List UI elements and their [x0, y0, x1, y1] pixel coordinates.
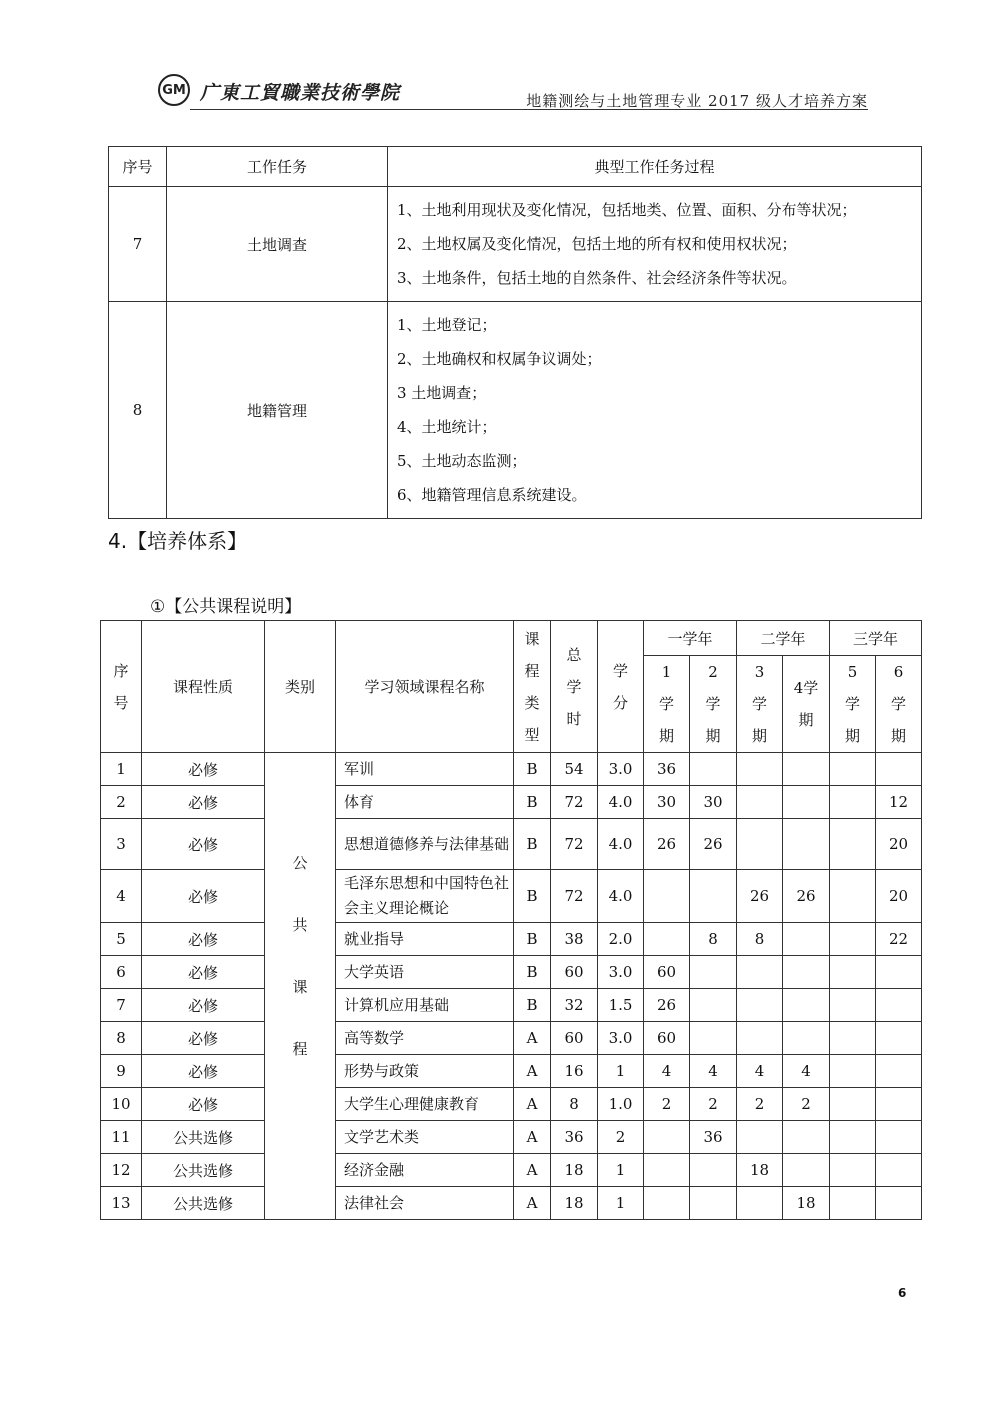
semester-6-hours — [876, 1121, 922, 1154]
semester-2-hours — [690, 989, 737, 1022]
course-no: 12 — [101, 1154, 142, 1187]
course-nature: 必修 — [142, 870, 265, 923]
header-course-name: 学习领域课程名称 — [336, 621, 514, 753]
semester-5-hours — [830, 956, 876, 989]
semester-2-hours: 30 — [690, 786, 737, 819]
semester-2-hours — [690, 1154, 737, 1187]
semester-5-hours — [830, 870, 876, 923]
semester-5-hours — [830, 786, 876, 819]
semester-4-hours — [783, 1121, 830, 1154]
course-credits: 2.0 — [598, 923, 644, 956]
process-step: 6、地籍管理信息系统建设。 — [397, 486, 587, 504]
header-no: 序号 — [109, 147, 167, 187]
semester-5-hours — [830, 753, 876, 786]
course-no: 8 — [101, 1022, 142, 1055]
sub-section-title: ①【公共课程说明】 — [150, 597, 302, 617]
course-nature: 必修 — [142, 753, 265, 786]
semester-1-hours: 26 — [644, 819, 690, 870]
semester-1-hours — [644, 1154, 690, 1187]
semester-1-hours: 2 — [644, 1088, 690, 1121]
page-header — [150, 68, 868, 112]
semester-2-hours: 26 — [690, 819, 737, 870]
header-course-no: 序号 — [101, 621, 142, 753]
semester-3-hours: 18 — [737, 1154, 783, 1187]
course-hours: 38 — [551, 923, 598, 956]
semester-6-hours — [876, 1187, 922, 1220]
semester-5-hours — [830, 1187, 876, 1220]
course-hours: 16 — [551, 1055, 598, 1088]
semester-1-hours: 36 — [644, 753, 690, 786]
semester-5-hours — [830, 923, 876, 956]
header-semester-2: 2学期 — [690, 656, 737, 753]
public-course-table — [100, 620, 922, 1220]
header-semester-6: 6学期 — [876, 656, 922, 753]
semester-2-hours: 2 — [690, 1088, 737, 1121]
course-credits: 4.0 — [598, 819, 644, 870]
course-no: 4 — [101, 870, 142, 923]
process-step: 3 土地调查； — [397, 384, 487, 402]
course-name: 计算机应用基础 — [336, 989, 514, 1022]
course-name: 大学英语 — [336, 956, 514, 989]
course-row — [101, 1088, 922, 1121]
process-step: 5、土地动态监测； — [397, 452, 527, 470]
header-course-type: 课程类型 — [514, 621, 551, 753]
course-credits: 3.0 — [598, 753, 644, 786]
semester-5-hours — [830, 1022, 876, 1055]
semester-2-hours — [690, 1187, 737, 1220]
course-credits: 1 — [598, 1154, 644, 1187]
semester-3-hours — [737, 819, 783, 870]
semester-6-hours — [876, 1088, 922, 1121]
semester-4-hours: 18 — [783, 1187, 830, 1220]
header-year-1: 一学年 — [644, 621, 737, 656]
course-name: 高等数学 — [336, 1022, 514, 1055]
semester-5-hours — [830, 989, 876, 1022]
course-row — [101, 1121, 922, 1154]
semester-3-hours — [737, 956, 783, 989]
semester-1-hours: 30 — [644, 786, 690, 819]
semester-6-hours: 20 — [876, 870, 922, 923]
course-nature: 公共选修 — [142, 1121, 265, 1154]
course-type: B — [514, 923, 551, 956]
process-step: 3、土地条件，包括土地的自然条件、社会经济条件等状况。 — [397, 269, 797, 287]
semester-2-hours: 36 — [690, 1121, 737, 1154]
semester-4-hours — [783, 1154, 830, 1187]
course-category: 公共课程 — [265, 753, 336, 1220]
course-nature: 必修 — [142, 989, 265, 1022]
course-nature: 必修 — [142, 923, 265, 956]
course-name: 形势与政策 — [336, 1055, 514, 1088]
semester-4-hours — [783, 786, 830, 819]
course-hours: 18 — [551, 1187, 598, 1220]
semester-1-hours — [644, 923, 690, 956]
semester-4-hours: 2 — [783, 1088, 830, 1121]
course-hours: 36 — [551, 1121, 598, 1154]
semester-3-hours — [737, 786, 783, 819]
course-row — [101, 989, 922, 1022]
course-no: 9 — [101, 1055, 142, 1088]
semester-5-hours — [830, 1154, 876, 1187]
semester-5-hours — [830, 1121, 876, 1154]
course-name: 军训 — [336, 753, 514, 786]
semester-3-hours: 4 — [737, 1055, 783, 1088]
semester-3-hours — [737, 1022, 783, 1055]
course-credits: 1 — [598, 1055, 644, 1088]
semester-5-hours — [830, 1055, 876, 1088]
course-row — [101, 956, 922, 989]
semester-4-hours — [783, 956, 830, 989]
semester-1-hours — [644, 870, 690, 923]
course-header-row-1 — [101, 621, 922, 656]
course-hours: 54 — [551, 753, 598, 786]
course-row — [101, 1187, 922, 1220]
course-row — [101, 1022, 922, 1055]
course-nature: 必修 — [142, 1022, 265, 1055]
course-credits: 4.0 — [598, 870, 644, 923]
semester-6-hours — [876, 1055, 922, 1088]
header-credits: 学分 — [598, 621, 644, 753]
header-year-3: 三学年 — [830, 621, 922, 656]
course-type: B — [514, 786, 551, 819]
semester-4-hours: 4 — [783, 1055, 830, 1088]
task-name: 地籍管理 — [167, 302, 388, 519]
course-type: A — [514, 1187, 551, 1220]
course-nature: 公共选修 — [142, 1187, 265, 1220]
semester-6-hours — [876, 989, 922, 1022]
school-name: 广東工貿職業技術學院 — [200, 82, 401, 104]
course-no: 2 — [101, 786, 142, 819]
course-name: 体育 — [336, 786, 514, 819]
course-type: A — [514, 1121, 551, 1154]
header-task: 工作任务 — [167, 147, 388, 187]
semester-1-hours: 60 — [644, 1022, 690, 1055]
course-type: B — [514, 753, 551, 786]
course-name: 法律社会 — [336, 1187, 514, 1220]
header-process: 典型工作任务过程 — [388, 147, 922, 187]
task-no: 8 — [109, 302, 167, 519]
course-name: 经济金融 — [336, 1154, 514, 1187]
course-no: 5 — [101, 923, 142, 956]
course-row — [101, 870, 922, 923]
course-name: 大学生心理健康教育 — [336, 1088, 514, 1121]
course-credits: 3.0 — [598, 1022, 644, 1055]
course-no: 1 — [101, 753, 142, 786]
course-nature: 公共选修 — [142, 1154, 265, 1187]
course-nature: 必修 — [142, 1088, 265, 1121]
course-type: B — [514, 870, 551, 923]
semester-1-hours — [644, 1187, 690, 1220]
course-hours: 60 — [551, 1022, 598, 1055]
course-nature: 必修 — [142, 956, 265, 989]
course-name: 文学艺术类 — [336, 1121, 514, 1154]
semester-6-hours: 20 — [876, 819, 922, 870]
course-no: 3 — [101, 819, 142, 870]
course-credits: 4.0 — [598, 786, 644, 819]
task-no: 7 — [109, 187, 167, 302]
semester-3-hours: 8 — [737, 923, 783, 956]
semester-6-hours: 12 — [876, 786, 922, 819]
semester-1-hours — [644, 1121, 690, 1154]
course-type: A — [514, 1022, 551, 1055]
semester-6-hours — [876, 956, 922, 989]
semester-3-hours — [737, 989, 783, 1022]
course-type: A — [514, 1088, 551, 1121]
semester-3-hours — [737, 1187, 783, 1220]
task-table-row — [109, 302, 922, 519]
course-row — [101, 753, 922, 786]
process-step: 2、土地权属及变化情况，包括土地的所有权和使用权状况； — [397, 235, 797, 253]
semester-2-hours: 8 — [690, 923, 737, 956]
semester-1-hours: 26 — [644, 989, 690, 1022]
course-nature: 必修 — [142, 819, 265, 870]
semester-3-hours: 26 — [737, 870, 783, 923]
semester-4-hours — [783, 923, 830, 956]
course-credits: 3.0 — [598, 956, 644, 989]
semester-2-hours — [690, 956, 737, 989]
semester-4-hours — [783, 989, 830, 1022]
header-course-nature: 课程性质 — [142, 621, 265, 753]
semester-3-hours: 2 — [737, 1088, 783, 1121]
header-divider — [190, 109, 868, 110]
course-type: B — [514, 956, 551, 989]
course-hours: 72 — [551, 819, 598, 870]
document-title: 地籍测绘与土地管理专业 2017 级人才培养方案 — [526, 92, 868, 110]
semester-2-hours: 4 — [690, 1055, 737, 1088]
course-hours: 72 — [551, 786, 598, 819]
course-no: 13 — [101, 1187, 142, 1220]
course-type: A — [514, 1055, 551, 1088]
semester-1-hours: 4 — [644, 1055, 690, 1088]
task-table-row — [109, 187, 922, 302]
course-credits: 1.0 — [598, 1088, 644, 1121]
semester-6-hours: 22 — [876, 923, 922, 956]
semester-4-hours: 26 — [783, 870, 830, 923]
course-type: B — [514, 989, 551, 1022]
course-nature: 必修 — [142, 786, 265, 819]
course-credits: 1.5 — [598, 989, 644, 1022]
course-nature: 必修 — [142, 1055, 265, 1088]
semester-6-hours — [876, 1154, 922, 1187]
header-category: 类别 — [265, 621, 336, 753]
semester-3-hours — [737, 1121, 783, 1154]
work-task-table — [108, 146, 922, 519]
semester-6-hours — [876, 1022, 922, 1055]
course-row — [101, 786, 922, 819]
task-process — [388, 302, 922, 519]
header-year-2: 二学年 — [737, 621, 830, 656]
semester-4-hours — [783, 1022, 830, 1055]
course-no: 7 — [101, 989, 142, 1022]
course-name: 就业指导 — [336, 923, 514, 956]
process-step: 4、土地统计； — [397, 418, 497, 436]
course-row — [101, 1055, 922, 1088]
course-row — [101, 819, 922, 870]
school-logo-icon: GM — [158, 74, 190, 106]
semester-1-hours: 60 — [644, 956, 690, 989]
semester-4-hours — [783, 753, 830, 786]
course-type: B — [514, 819, 551, 870]
course-row — [101, 1154, 922, 1187]
course-name: 思想道德修养与法律基础 — [336, 819, 514, 870]
course-credits: 1 — [598, 1187, 644, 1220]
course-no: 11 — [101, 1121, 142, 1154]
semester-5-hours — [830, 1088, 876, 1121]
task-table-header-row — [109, 147, 922, 187]
page-number: 6 — [898, 1286, 907, 1300]
task-name: 土地调查 — [167, 187, 388, 302]
header-semester-1: 1学期 — [644, 656, 690, 753]
process-step: 1、土地登记； — [397, 316, 497, 334]
semester-2-hours — [690, 1022, 737, 1055]
course-hours: 8 — [551, 1088, 598, 1121]
header-semester-5: 5学期 — [830, 656, 876, 753]
semester-2-hours — [690, 870, 737, 923]
course-name: 毛泽东思想和中国特色社会主义理论概论 — [336, 870, 514, 923]
course-row — [101, 923, 922, 956]
course-hours: 32 — [551, 989, 598, 1022]
course-hours: 18 — [551, 1154, 598, 1187]
semester-5-hours — [830, 819, 876, 870]
semester-4-hours — [783, 819, 830, 870]
semester-2-hours — [690, 753, 737, 786]
header-semester-4: 4学期 — [783, 656, 830, 753]
course-hours: 72 — [551, 870, 598, 923]
header-total-hours: 总学时 — [551, 621, 598, 753]
task-process — [388, 187, 922, 302]
course-no: 10 — [101, 1088, 142, 1121]
semester-3-hours — [737, 753, 783, 786]
process-step: 2、土地确权和权属争议调处； — [397, 350, 602, 368]
process-step: 1、土地利用现状及变化情况，包括地类、位置、面积、分布等状况； — [397, 201, 857, 219]
section-title: 4.【培养体系】 — [108, 529, 248, 553]
course-credits: 2 — [598, 1121, 644, 1154]
course-no: 6 — [101, 956, 142, 989]
course-type: A — [514, 1154, 551, 1187]
header-semester-3: 3学期 — [737, 656, 783, 753]
course-hours: 60 — [551, 956, 598, 989]
semester-6-hours — [876, 753, 922, 786]
